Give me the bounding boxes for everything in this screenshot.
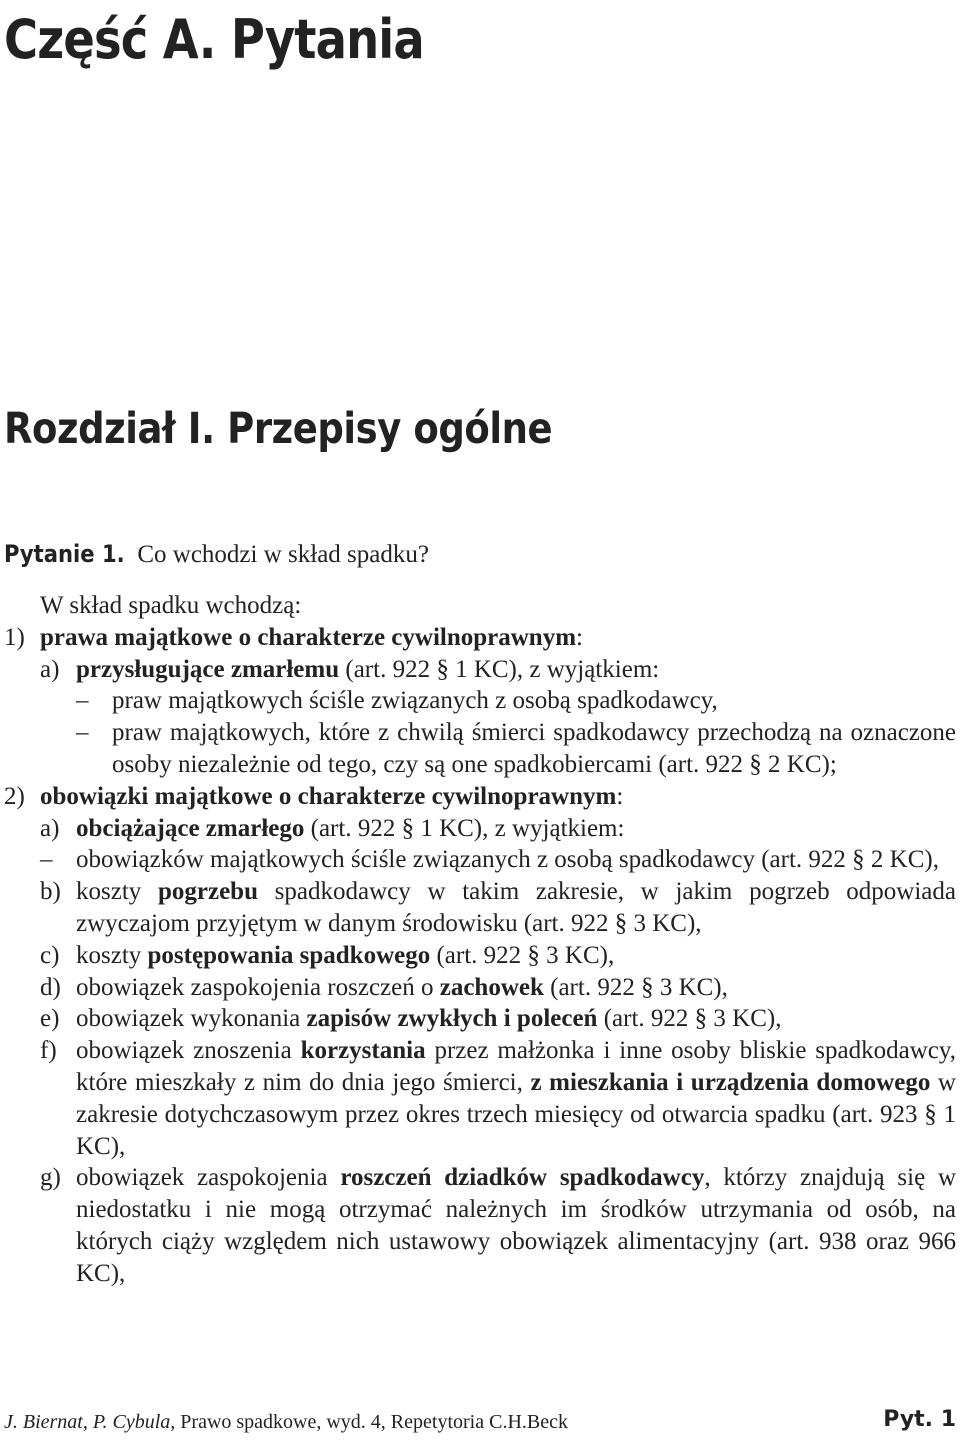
sub-item-2g <box>4 1162 956 1289</box>
list-item-1-heading: prawa majątkowe o charakterze cywilnoprawnym <box>40 623 577 651</box>
footer-page-ref: Pyt. 1 <box>883 1407 956 1432</box>
dash-marker: – <box>76 719 89 747</box>
sub-item-2a <box>4 813 956 845</box>
question-label: Pytanie 1. <box>4 540 125 568</box>
sub-marker: a) <box>40 814 60 842</box>
sub-marker: c) <box>40 941 60 969</box>
sub-item-2b <box>4 876 956 940</box>
part-title: Część A. Pytania <box>4 8 424 71</box>
sub-marker: d) <box>40 973 61 1001</box>
list-item-2-heading: obowiązki majątkowe o charakterze cywilnoprawnym <box>40 782 617 810</box>
punctuation: : <box>576 623 583 651</box>
bold-term: roszczeń dziadków spadkodawcy <box>340 1164 705 1192</box>
text-run: obowiązek wykonania <box>76 1005 307 1033</box>
text-run: spadkodawcy w takim zakresie, w jakim pogrzeb odpowiada zwyczajom przyjętym w danym środowisku (art. 922 § 3 KC), <box>76 878 956 937</box>
dash-item-text: praw majątkowych ściśle związanych z osobą spadkodawcy, <box>112 687 718 715</box>
page-footer <box>4 1407 956 1441</box>
sub-marker: g) <box>40 1164 61 1192</box>
sub-item-1a-bold: przysługujące zmarłemu <box>76 655 340 683</box>
text-run: , którzy znajdują się w niedostatku i nie mogą otrzymać należnych im środków utrzymania od osób, na których ciąży względem nich ustawowy obowiązek alimentacyjny (art. 938 oraz 966 KC), <box>76 1164 957 1287</box>
text-run: (art. 922 § 3 KC), <box>430 941 615 969</box>
text-run: obowiązek znoszenia <box>76 1037 301 1065</box>
sub-item-2d <box>4 972 956 1004</box>
list-marker: 1) <box>4 623 25 651</box>
list-marker: 2) <box>4 782 25 810</box>
footer-authors: J. Biernat, P. Cybula, <box>4 1411 176 1433</box>
list-item-2 <box>4 781 956 813</box>
text-run: koszty <box>76 941 148 969</box>
dash-item-1a-1 <box>4 685 956 717</box>
bold-term: postępowania spadkowego <box>147 941 431 969</box>
text-run: obowiązek zaspokojenia <box>76 1164 341 1192</box>
answer-intro: W skład spadku wchodzą: <box>40 592 302 619</box>
sub-item-2a-bold: obciążające zmarłego <box>76 814 305 842</box>
sub-marker: f) <box>40 1037 57 1065</box>
bold-term: korzystania <box>300 1037 426 1065</box>
footer-book-title: Prawo spadkowe, wyd. 4, Repetytoria C.H.Beck <box>175 1411 568 1433</box>
dash-item-text: obowiązków majątkowych ściśle związanych z osobą spadkodawcy (art. 922 § 2 KC), <box>76 846 939 874</box>
dash-item-2a-1 <box>4 844 956 876</box>
sub-item-2a-text: (art. 922 § 1 KC), z wyjątkiem: <box>304 814 625 842</box>
bold-term: zapisów zwykłych i poleceń <box>306 1005 598 1033</box>
list-item-1 <box>4 622 956 654</box>
text-run: w zakresie dotychczasowym przez okres trzech miesięcy od otwarcia spadku (art. 923 § 1 KC), <box>76 1068 956 1160</box>
sub-marker: a) <box>40 655 60 683</box>
answer-body <box>4 590 956 1290</box>
question-heading <box>4 540 429 569</box>
punctuation: : <box>616 782 624 810</box>
text-run: (art. 922 § 3 KC), <box>543 973 728 1001</box>
sub-marker: b) <box>40 878 61 906</box>
dash-item-1a-2 <box>4 717 956 781</box>
dash-marker: – <box>76 687 89 715</box>
sub-marker: e) <box>40 1005 60 1033</box>
sub-item-1a-text: (art. 922 § 1 KC), z wyjątkiem: <box>339 655 660 683</box>
dash-marker: – <box>40 846 53 874</box>
question-text: Co wchodzi w skład spadku? <box>137 541 429 568</box>
sub-item-2e <box>4 1003 956 1035</box>
text-run: koszty <box>76 878 158 906</box>
dash-item-text: praw majątkowych, które z chwilą śmierci spadkodawcy przechodzą na oznaczone osoby niezależnie od tego, czy są one spadkobiercami (art. 922 § 2 KC); <box>112 719 956 778</box>
text-run: (art. 922 § 3 KC), <box>597 1005 782 1033</box>
bold-term: z mieszkania i urządzenia domowego <box>530 1068 931 1096</box>
sub-item-1a <box>4 654 956 686</box>
bold-term: pogrzebu <box>157 878 258 906</box>
text-run: przez małżonka i inne osoby bliskie spadkodawcy, które mieszkały z nim do dnia jego śmierci, <box>76 1037 956 1096</box>
chapter-title: Rozdział I. Przepisy ogólne <box>4 404 553 454</box>
sub-item-2c <box>4 940 956 972</box>
bold-term: zachowek <box>439 973 544 1001</box>
sub-item-2f <box>4 1035 956 1162</box>
text-run: obowiązek zaspokojenia roszczeń o <box>76 973 440 1001</box>
